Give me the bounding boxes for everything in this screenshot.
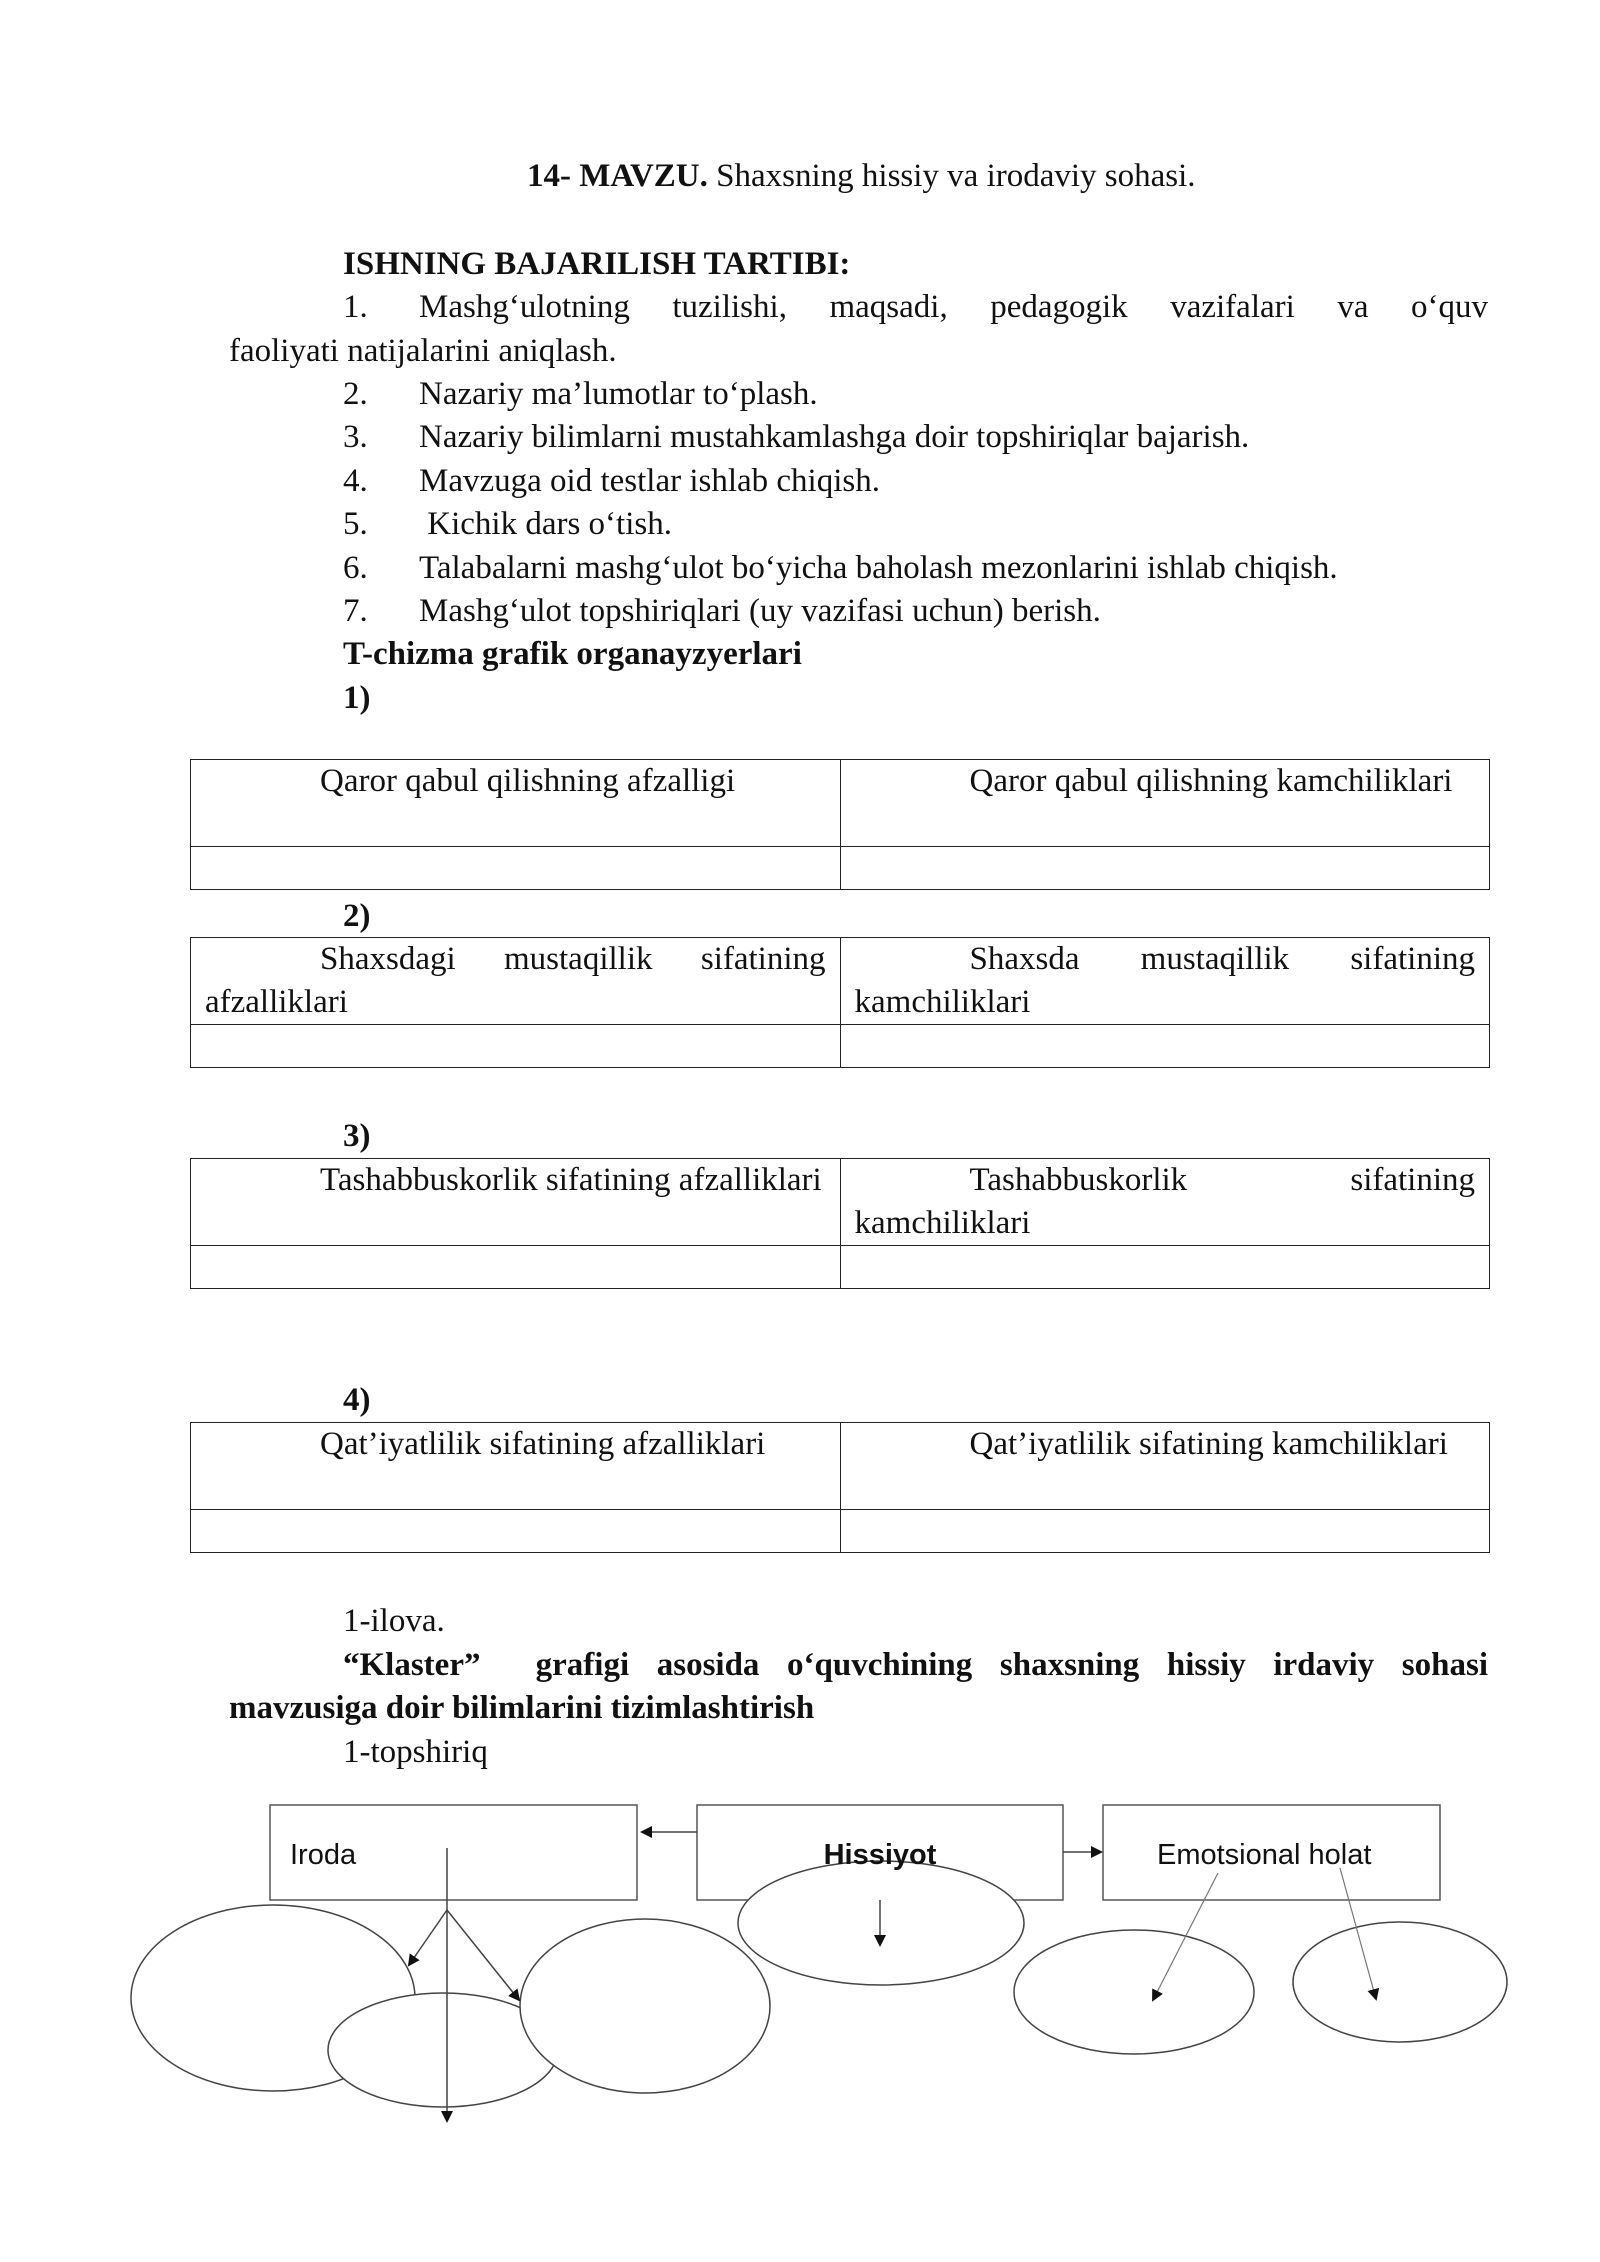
list-item: 3. Nazariy bilimlarni mustahkamlashga doir topshiriqlar bajarish. <box>343 419 1250 455</box>
list-item: 2. Nazariy ma’lumotlar to‘plash. <box>343 376 818 412</box>
task-label: 1-topshiriq <box>343 1734 488 1770</box>
tchart-table <box>190 1158 1490 1289</box>
step-text: Talabalarni mashg‘ulot bo‘yicha baholash mezonlarini ishlab chiqish. <box>419 550 1338 586</box>
tchart-cell: Qat’iyatlilik sifatining afzalliklari <box>191 1423 841 1510</box>
tchart-cell: Qaror qabul qilishning kamchiliklari <box>840 760 1490 847</box>
tchart-table <box>190 1422 1490 1553</box>
tchart-label: 3) <box>343 1118 371 1154</box>
box-hissiyot-label: Hissiyot <box>823 1839 937 1871</box>
list-item: 4. Mavzuga oid testlar ishlab chiqish. <box>343 463 880 499</box>
tchart-cell: Qaror qabul qilishning afzalligi <box>191 760 841 847</box>
tchart-empty-cell[interactable] <box>840 1025 1490 1068</box>
tchart-label: 2) <box>343 898 371 934</box>
tchart-empty-cell[interactable] <box>191 1510 841 1553</box>
connector-arrow <box>409 1910 447 1965</box>
step-text: Nazariy bilimlarni mustahkamlashga doir topshiriqlar bajarish. <box>419 419 1250 455</box>
page-title <box>527 154 1196 198</box>
connector-arrow <box>447 1910 519 2000</box>
step-text: Kichik dars o‘tish. <box>419 506 672 542</box>
list-item: 7. Mashg‘ulot topshiriqlari (uy vazifasi uchun) berish. <box>343 593 1101 629</box>
cluster-heading-line1: “Klaster” grafigi asosida o‘quvchining shaxsning hissiy irdaviy sohasi <box>343 1647 1488 1683</box>
step-text: Mashg‘ulot topshiriqlari (uy vazifasi uchun) berish. <box>419 593 1101 629</box>
step-text: Nazariy ma’lumotlar to‘plash. <box>419 376 818 412</box>
step-text: Mavzuga oid testlar ishlab chiqish. <box>419 463 880 499</box>
title-topic-name: Shaxsning hissiy va irodaviy sohasi. <box>716 158 1196 194</box>
tchart-empty-cell[interactable] <box>840 847 1490 890</box>
tchart-empty-cell[interactable] <box>191 847 841 890</box>
tchart-table <box>190 937 1490 1068</box>
tchart-cell: Shaxsda mustaqillik sifatining kamchiliklari <box>840 938 1490 1025</box>
tchart-label: 1) <box>343 680 371 716</box>
tchart-cell: Tashabbuskorlik sifatining afzalliklari <box>191 1159 841 1246</box>
tchart-empty-cell[interactable] <box>840 1510 1490 1553</box>
cluster-ellipse[interactable] <box>520 1919 770 2093</box>
list-item: 6. Talabalarni mashg‘ulot bo‘yicha baholash mezonlarini ishlab chiqish. <box>343 550 1338 586</box>
tchart-empty-cell[interactable] <box>191 1025 841 1068</box>
tchart-empty-cell[interactable] <box>191 1246 841 1289</box>
tchart-table <box>190 759 1490 890</box>
tchart-cell: Shaxsdagi mustaqillik sifatining afzalliklari <box>191 938 841 1025</box>
tchart-cell: Tashabbuskorlik sifatining kamchiliklari <box>840 1159 1490 1246</box>
list-item: 1. Mashg‘ulotning tuzilishi, maqsadi, pedagogik vazifalari va o‘quv <box>343 289 1488 325</box>
step-continuation: faoliyati natijalarini aniqlash. <box>229 333 617 369</box>
tchart-empty-cell[interactable] <box>840 1246 1490 1289</box>
cluster-ellipse[interactable] <box>1293 1922 1507 2042</box>
step-text: Mashg‘ulotning tuzilishi, maqsadi, pedagogik vazifalari va o‘quv <box>419 289 1488 325</box>
box-emotsional-holat-label: Emotsional holat <box>1157 1839 1372 1871</box>
cluster-heading-line2: mavzusiga doir bilimlarini tizimlashtirish <box>229 1690 815 1726</box>
title-topic-number: 14- MAVZU. <box>527 158 708 194</box>
procedure-heading: ISHNING BAJARILISH TARTIBI: <box>343 246 851 282</box>
tchart-label: 4) <box>343 1382 371 1418</box>
list-item: 5. Kichik dars o‘tish. <box>343 506 672 542</box>
appendix-label: 1-ilova. <box>343 1603 445 1639</box>
box-iroda-label: Iroda <box>290 1839 357 1871</box>
tchart-cell: Qat’iyatlilik sifatining kamchiliklari <box>840 1423 1490 1510</box>
cluster-ellipse[interactable] <box>1014 1930 1254 2054</box>
tchart-heading: T-chizma grafik organayzyerlari <box>343 636 802 672</box>
cluster-diagram <box>0 1780 1600 2140</box>
cluster-ellipse[interactable] <box>738 1861 1024 1985</box>
